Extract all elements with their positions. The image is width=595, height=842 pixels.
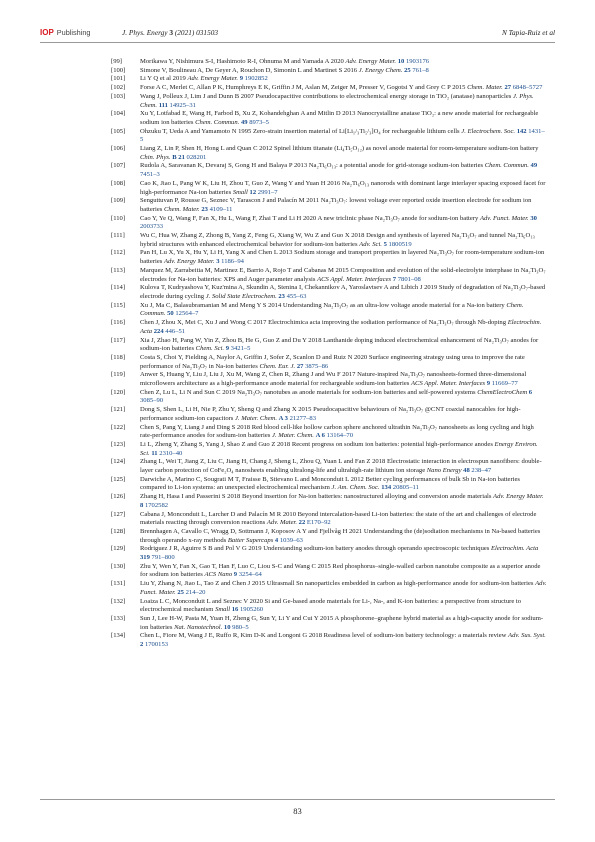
reference-journal: J. Solid State Electrochem. bbox=[205, 292, 277, 300]
reference-volume[interactable]: 224 bbox=[153, 327, 164, 335]
journal-volume: 3 bbox=[169, 28, 174, 37]
reference-text: Kulova T, Kudryashova Y, Kuz'mina A, Skundin A, Stenina I, Chekannikov A, Yaroslavtsev A and Libich J 2019 Study of degradation of Na₂Ti₃O₇-based electrode during cycling bbox=[140, 284, 546, 300]
reference-volume[interactable]: 9 bbox=[486, 380, 491, 388]
reference-volume[interactable]: 9 bbox=[239, 75, 243, 83]
reference-volume[interactable]: B 21 bbox=[172, 153, 185, 161]
reference-journal: Chem. Sci. bbox=[195, 345, 225, 353]
reference-item bbox=[40, 337, 555, 354]
reference-journal: ChemElectroChem bbox=[477, 388, 528, 396]
reference-pages[interactable]: 11669–77 bbox=[491, 380, 518, 388]
reference-pages[interactable]: 2310–40 bbox=[159, 449, 183, 457]
header-rule bbox=[40, 42, 555, 43]
reference-text: Anwer S, Huang Y, Liu J, Liu J, Xu M, Wang Z, Chen R, Zhang J and Wu F 2017 Nature-inspired Na₂Ti₃O₇ nanosheets-formed three-dimensional microflowers architecture as a high-performance anode material for rechargeable sodium-ion batteries bbox=[140, 371, 527, 388]
reference-number: [109] bbox=[111, 197, 126, 205]
reference-number: [126] bbox=[111, 493, 126, 501]
reference-journal: Small bbox=[232, 188, 248, 196]
reference-text: Xia J, Zhao H, Pang W, Yin Z, Zhou B, He G, Guo Z and Du Y 2018 Lanthanide doping induced electrochemical enhancement of Na₂Ti₃O₇ anodes for sodium-ion batteries bbox=[140, 336, 539, 353]
reference-pages[interactable]: 238–47 bbox=[471, 467, 492, 475]
reference-number: [104] bbox=[111, 110, 126, 118]
reference-number: [101] bbox=[111, 75, 126, 83]
reference-item bbox=[40, 93, 555, 110]
reference-pages[interactable]: 1700153 bbox=[144, 641, 169, 649]
reference-text: Zhang H, Hasa I and Passerini S 2018 Beyond insertion for Na-ion batteries: nanostructured alloying and conversion anode materials bbox=[140, 493, 494, 501]
reference-text: Senguttuvan P, Rousse G, Seznec V, Tarascon J and Palacín M 2011 Na₂Ti₃O₇: lowest voltage ever reported oxide insertion electrode for sodium ion batteries bbox=[140, 197, 532, 213]
reference-pages[interactable]: 791–800 bbox=[151, 554, 175, 562]
reference-item bbox=[40, 58, 555, 67]
reference-journal: Adv. Energy Mater. bbox=[345, 58, 397, 65]
reference-journal: J. Am. Chem. Soc. bbox=[331, 484, 380, 492]
footer-rule bbox=[40, 799, 555, 800]
reference-volume[interactable]: 22 bbox=[298, 519, 306, 527]
reference-text: Wu C, Hua W, Zhang Z, Zhong B, Yang Z, Feng G, Xiang W, Wu Z and Guo X 2018 Design and synthesis of layered Na₂Ti₃O₇ and tunnel Na₂Ti₆O₁₃ hybrid structures with enhanced electrochemical behavior for sodium-ion batteries bbox=[140, 232, 535, 248]
reference-item bbox=[40, 598, 555, 615]
reference-journal: Chem. Commun. bbox=[195, 118, 240, 126]
reference-item bbox=[40, 162, 555, 179]
reference-pages[interactable]: E170–92 bbox=[306, 519, 331, 527]
reference-number: [118] bbox=[111, 353, 126, 361]
reference-number: [99] bbox=[111, 58, 122, 65]
reference-journal: Nat. Nanotechnol. bbox=[174, 623, 223, 631]
reference-item bbox=[40, 249, 555, 266]
reference-number: [113] bbox=[111, 266, 126, 274]
reference-item bbox=[40, 215, 555, 232]
reference-text: Xu J, Ma C, Balasubramanian M and Meng Y S 2014 Understanding Na₂Ti₃O₇ as an ultra-low voltage anode material for a Na-ion battery bbox=[140, 301, 507, 309]
reference-text: Darwiche A, Marino C, Sougrati M T, Fraisse B, Stievano L and Monconduit L 2012 Better cycling performances of bulk Sb in Na-ion batteries compared to Li-ion systems: an unexpected electrochemical mechanism bbox=[140, 475, 520, 492]
reference-item bbox=[40, 424, 555, 441]
reference-text: Sun J, Lee H-W, Pasta M, Yuan H, Zheng G, Sun Y, Li Y and Cui Y 2015 A phosphorene–graphene hybrid material as a high-capacity anode for sodium-ion batteries bbox=[140, 615, 544, 631]
reference-text: Cao Y, Ye Q, Wang F, Fan X, Hu L, Wang F, Zhai T and Li H 2020 A new triclinic phase Na₂Ti₃O₇ anode for sodium-ion battery bbox=[140, 214, 480, 222]
reference-journal: Adv. Sci. bbox=[359, 240, 382, 248]
reference-pages[interactable]: 7801–08 bbox=[397, 275, 421, 283]
reference-item bbox=[40, 389, 555, 406]
reference-pages[interactable]: 3085–90 bbox=[140, 397, 164, 405]
journal-year-article: (2021) 031503 bbox=[174, 28, 219, 37]
reference-volume[interactable]: 16 bbox=[231, 606, 239, 614]
reference-text: Ohzuku T, Ueda A and Yamamoto N 1995 Zero-strain insertion material of Li[Li₁/₃Ti₅/₃]O₄ for rechargeable lithium cells bbox=[140, 127, 462, 135]
reference-journal: Adv. Energy Mater. bbox=[187, 75, 239, 83]
reference-number: [130] bbox=[111, 562, 126, 570]
reference-text: Rudola A, Saravanan K, Devaraj S, Gong H and Balaya P 2013 Na₂Ti₆O₁₃: a potential anode for grid-storage sodium-ion batteries bbox=[140, 162, 485, 170]
reference-number: [111] bbox=[111, 232, 125, 240]
reference-volume[interactable]: 11 bbox=[151, 449, 158, 457]
reference-pages[interactable]: 446–51 bbox=[165, 327, 186, 335]
reference-item bbox=[40, 563, 555, 580]
reference-number: [128] bbox=[111, 527, 126, 535]
reference-volume[interactable]: 25 bbox=[177, 588, 184, 596]
publisher-name: Publishing bbox=[56, 28, 91, 37]
reference-journal: Batter Supercaps bbox=[227, 536, 274, 544]
reference-item bbox=[40, 441, 555, 458]
reference-item bbox=[40, 84, 555, 93]
reference-journal: Electrochim. Acta bbox=[140, 319, 542, 335]
reference-number: [125] bbox=[111, 475, 126, 483]
reference-journal: Chem. Eur. J. bbox=[259, 362, 296, 370]
reference-item bbox=[40, 180, 555, 197]
reference-text: Pan H, Lu X, Yu X, Hu Y, Li H, Yang X and Chen L 2013 Sodium storage and transport properties in layered Na₂Ti₃O₇ for room-temperature sodium-ion batteries bbox=[140, 249, 545, 266]
reference-volume[interactable]: 23 bbox=[278, 292, 285, 300]
reference-pages[interactable]: 1905260 bbox=[240, 606, 264, 614]
reference-text: Zhang L, Wei T, Jiang Z, Liu C, Jiang H, Chang J, Sheng L, Zhou Q, Yuan L and Fan Z 2018 Electrostatic interaction in electrospun nanofibers: double-layer carbon protection of CoFe₂O₄ nanosheets enabling ultralong-life and ultrahigh-rate lithium ion storage bbox=[140, 458, 542, 475]
reference-item bbox=[40, 615, 555, 632]
reference-number: [108] bbox=[111, 179, 126, 187]
reference-text: Loaiza L C, Monconduit L and Seznec V 2020 Si and Ge-based anode materials for Li-, Na-, and K-ion batteries: a perspective from structure to electrochemical mechanism bbox=[140, 597, 522, 614]
reference-list bbox=[40, 58, 555, 650]
journal-citation bbox=[122, 26, 218, 40]
reference-item bbox=[40, 284, 555, 301]
reference-number: [129] bbox=[111, 545, 126, 553]
reference-pages[interactable]: 028201 bbox=[186, 153, 207, 161]
reference-number: [114] bbox=[111, 284, 126, 292]
reference-pages[interactable]: 1702582 bbox=[144, 501, 169, 509]
reference-volume[interactable]: 319 bbox=[140, 554, 150, 562]
reference-pages[interactable]: 1431–5 bbox=[140, 127, 545, 144]
reference-pages[interactable]: 21277–83 bbox=[289, 414, 316, 422]
reference-volume[interactable]: 5 bbox=[383, 240, 387, 248]
reference-journal: Adv. Sus. Syst. bbox=[508, 632, 546, 640]
reference-pages[interactable]: 1800519 bbox=[388, 240, 412, 248]
reference-text: Rodriguez J R, Aguirre S B and Pol V G 2019 Understanding sodium-ion battery anodes through operando spectroscopic techniques bbox=[140, 545, 492, 553]
reference-item bbox=[40, 580, 555, 597]
reference-journal: J. Energy Chem. bbox=[358, 66, 403, 74]
reference-pages[interactable]: 3875–86 bbox=[305, 362, 329, 370]
reference-text: Xu Y, Lotfabad E, Wang H, Farbod B, Xu Z, Kohandehghan A and Mitlin D 2013 Nanocrystalline anatase TiO₂: a new anode material for rechargeable sodium ion batteries bbox=[140, 110, 539, 126]
reference-text: Li Y Q et al 2019 bbox=[140, 75, 188, 83]
reference-volume[interactable]: 7 bbox=[392, 275, 397, 283]
reference-volume[interactable]: 142 bbox=[516, 127, 527, 135]
reference-volume[interactable]: 4 bbox=[274, 536, 279, 544]
reference-pages[interactable]: 1903176 bbox=[405, 58, 430, 65]
reference-volume[interactable]: 30 bbox=[530, 214, 537, 222]
reference-pages[interactable]: 1186–94 bbox=[221, 258, 244, 266]
reference-item bbox=[40, 458, 555, 475]
journal-name: J. Phys. Energy bbox=[122, 28, 168, 37]
reference-journal: Chem. Commun. bbox=[484, 162, 529, 170]
reference-item bbox=[40, 511, 555, 528]
reference-number: [110] bbox=[111, 214, 126, 222]
reference-pages[interactable]: 980–5 bbox=[232, 623, 249, 631]
reference-item bbox=[40, 110, 555, 127]
reference-number: [105] bbox=[111, 127, 126, 135]
reference-item bbox=[40, 528, 555, 545]
reference-journal: J. Phys. Chem. bbox=[140, 92, 534, 109]
reference-pages[interactable]: 455–63 bbox=[286, 292, 307, 300]
reference-number: [134] bbox=[111, 632, 126, 640]
reference-item bbox=[40, 67, 555, 76]
reference-pages[interactable]: 2991–7 bbox=[257, 188, 278, 196]
reference-number: [116] bbox=[111, 319, 126, 327]
reference-volume[interactable]: 23 bbox=[201, 205, 208, 213]
reference-text: Cao K, Jiao L, Pang W K, Liu H, Zhou T, Guo Z, Wang Y and Yuan H 2016 Na₂Ti₆O₁₃ nanorods with dominant large interlayer spacing exposed facet for high-performance Na-ion batteries bbox=[140, 179, 546, 196]
reference-volume[interactable]: 49 bbox=[240, 118, 248, 126]
reference-number: [131] bbox=[111, 580, 126, 588]
reference-number: [100] bbox=[111, 66, 126, 74]
reference-number: [106] bbox=[111, 145, 126, 153]
reference-number: [132] bbox=[111, 597, 126, 605]
reference-volume[interactable]: A 6 bbox=[315, 432, 325, 440]
reference-item bbox=[40, 545, 555, 562]
reference-pages[interactable]: 13164–70 bbox=[326, 432, 353, 440]
publisher-logo bbox=[40, 26, 90, 40]
reference-text: Chen Z, Lu L, Li N and Sun C 2019 Na₂Ti₃O₇ nanotubes as anode materials for sodium-ion batteries and self-powered systems bbox=[140, 388, 478, 396]
reference-number: [121] bbox=[111, 406, 126, 414]
reference-text: Marquez M, Zarrabeitia M, Martinez E, Barrio A, Rojo T and Cabanas M 2015 Composition and evolution of the solid-electrolyte interphase in Na₂Ti₃O₇ electrodes for Na-ion batteries: XPS and Auger parameter analysis bbox=[140, 266, 546, 283]
reference-text: Liu Y, Zhang N, Jiao L, Tao Z and Chen J 2015 Ultrasmall Sn nanoparticles embedded in carbon as high-performance anode for sodium-ion batteries bbox=[140, 580, 536, 588]
reference-item bbox=[40, 354, 555, 371]
reference-number: [115] bbox=[111, 301, 126, 309]
reference-volume[interactable]: 27 bbox=[504, 84, 512, 92]
reference-text: Zhu Y, Wen Y, Fan X, Gao T, Han F, Luo C, Liou S-C and Wang C 2015 Red phosphorus–single-walled carbon nanotube composite as a superior anode for sodium ion batteries bbox=[140, 562, 541, 579]
reference-journal: Adv. Mater. bbox=[266, 519, 297, 527]
reference-item bbox=[40, 145, 555, 162]
reference-journal: ACS Appl. Mater. Interfaces bbox=[411, 380, 486, 388]
reference-volume[interactable]: 10 bbox=[223, 623, 231, 631]
reference-item bbox=[40, 406, 555, 423]
reference-journal: Electrochim. Acta bbox=[491, 545, 539, 553]
reference-volume[interactable]: 49 bbox=[530, 162, 538, 170]
reference-item bbox=[40, 197, 555, 214]
reference-number: [117] bbox=[111, 336, 126, 344]
reference-volume[interactable]: 8 bbox=[140, 501, 144, 509]
reference-item bbox=[40, 493, 555, 510]
reference-item bbox=[40, 632, 555, 649]
reference-pages[interactable]: 4109–11 bbox=[209, 205, 233, 213]
reference-volume[interactable]: 25 bbox=[404, 66, 411, 74]
reference-text: Dong S, Shen L, Li H, Nie P, Zhu Y, Sheng Q and Zhang X 2015 Pseudocapacitive behaviours of Na₂Ti₃O₇ @CNT coaxial nanocables for high-performance sodium-ion capacitors bbox=[140, 406, 521, 422]
reference-volume[interactable]: 134 bbox=[381, 484, 392, 492]
reference-journal: Adv. Energy Mater. bbox=[493, 493, 544, 501]
reference-journal: ACS Nano bbox=[204, 571, 233, 579]
reference-volume[interactable]: 3 bbox=[216, 258, 220, 266]
reference-volume[interactable]: 9 bbox=[233, 571, 238, 579]
reference-journal: J. Electrochem. Soc. bbox=[461, 127, 516, 135]
reference-item bbox=[40, 267, 555, 284]
reference-number: [107] bbox=[111, 162, 126, 170]
reference-text: Simone V, Boulineau A, De Geyer A, Rouchon D, Simonin L and Martinet S 2016 bbox=[140, 66, 359, 74]
reference-pages[interactable]: 14925–31 bbox=[169, 101, 196, 109]
reference-volume[interactable]: 6 bbox=[528, 388, 533, 396]
reference-pages[interactable]: 12564–7 bbox=[175, 310, 199, 318]
reference-journal: Chin. Phys. bbox=[140, 153, 171, 161]
reference-text: Chen S, Pang Y, Liang J and Ding S 2018 Red blood cell-like hollow carbon sphere anchored ultrathin Na₂Ti₃O₇ nanosheets as long cycling and high rate-performance anodes for sodium-ion batteries bbox=[140, 423, 534, 440]
reference-pages[interactable]: 214–20 bbox=[185, 588, 206, 596]
reference-number: [102] bbox=[111, 84, 126, 92]
reference-number: [120] bbox=[111, 388, 126, 396]
reference-journal: Nano Energy bbox=[426, 467, 462, 475]
reference-pages[interactable]: 3421–5 bbox=[230, 345, 251, 353]
reference-item bbox=[40, 232, 555, 249]
reference-volume[interactable]: 2 bbox=[140, 641, 144, 649]
reference-item bbox=[40, 302, 555, 319]
reference-pages[interactable]: 1902852 bbox=[244, 75, 268, 83]
reference-journal: Adv. Funct. Mater. bbox=[479, 214, 529, 222]
iop-logo-mark: IOP bbox=[40, 28, 54, 37]
reference-pages[interactable]: 3254–64 bbox=[238, 571, 262, 579]
reference-journal: Chem. Mater. bbox=[467, 84, 503, 92]
reference-number: [112] bbox=[111, 249, 126, 257]
reference-journal: J. Mater. Chem. bbox=[235, 414, 277, 422]
reference-item bbox=[40, 371, 555, 388]
reference-number: [103] bbox=[111, 92, 126, 100]
reference-number: [127] bbox=[111, 510, 126, 518]
reference-text: Brennhagen A, Cavallo C, Wragg D, Sottmann J, Koposov A Y and Fjellvåg H 2021 Understanding the (de)sodiation mechanisms in Na-based batteries through operando x-ray methods bbox=[140, 527, 541, 544]
reference-pages[interactable]: 2003733 bbox=[140, 223, 164, 231]
reference-journal: Adv. Funct. Mater. bbox=[140, 580, 547, 596]
reference-text: Costa S, Choi Y, Fielding A, Naylor A, Griffin J, Sofer Z, Scanlon D and Ruiz N 2020 Surface engineering strategy using urea to improve the rate performance of Na₂Ti₃O₇ in Na-ion batteries bbox=[140, 353, 525, 370]
reference-number: [123] bbox=[111, 440, 126, 448]
reference-volume[interactable]: 12 bbox=[249, 188, 257, 196]
reference-text: Chen J, Zhou X, Mei C, Xu J and Wong C 2017 Electrochimica acta improving the sodiation performance of Na₂Ti₃O₇ through Nb-doping bbox=[140, 319, 508, 327]
reference-volume[interactable]: 9 bbox=[225, 345, 230, 353]
reference-text: Cabana J, Monconduit L, Larcher D and Palacín M R 2010 Beyond intercalation-based Li-ion batteries: the state of the art and challenges of electrode materials reacting through conversion reactions bbox=[140, 510, 537, 527]
reference-volume[interactable]: 111 bbox=[158, 101, 168, 109]
reference-volume[interactable]: 50 bbox=[167, 310, 174, 318]
reference-text: Liang Z, Lin P, Shen H, Hong L and Quan C 2012 Spinel lithium titanate (Li₄Ti₅O₁₂) as novel anode material for room-temperature sodium-ion battery bbox=[140, 145, 539, 153]
reference-journal: Chem. Mater. bbox=[163, 205, 200, 213]
reference-text: Morikawa Y, Nishimura S-I, Hashimoto R-I, Ohnuma M and Yamada A 2020 bbox=[140, 58, 346, 65]
reference-number: [124] bbox=[111, 458, 126, 466]
page-number: 83 bbox=[293, 806, 302, 816]
reference-pages[interactable]: 1039–63 bbox=[279, 536, 303, 544]
reference-number: [122] bbox=[111, 423, 126, 431]
reference-journal: ACS Appl. Mater. Interfaces bbox=[317, 275, 392, 283]
reference-journal: Chem. Commun. bbox=[140, 301, 524, 318]
reference-item bbox=[40, 476, 555, 493]
reference-pages[interactable]: 8973–5 bbox=[249, 118, 269, 126]
reference-text: Chen L, Fiore M, Wang J E, Ruffo R, Kim D-K and Longoni G 2018 Readiness level of sodium-ion battery technology: a materials review bbox=[140, 632, 509, 640]
reference-number: [133] bbox=[111, 615, 126, 622]
reference-text: Li L, Zheng Y, Zhang S, Yang J, Shao Z and Guo Z 2018 Recent progress on sodium ion batteries: potential high-performance anodes bbox=[140, 440, 495, 448]
reference-pages[interactable]: 6848–5727 bbox=[512, 84, 543, 92]
reference-journal: Energy Environ. Sci. bbox=[140, 440, 538, 457]
reference-pages[interactable]: 20805–11 bbox=[392, 484, 419, 492]
reference-journal: J. Mater. Chem. bbox=[272, 432, 314, 440]
reference-volume[interactable]: 10 bbox=[397, 58, 405, 65]
reference-text: Wang J, Polleux J, Lim J and Dunn B 2007 Pseudocapacitive contributions to electrochemical energy storage in TiO₂ (anatase) nanoparticles bbox=[140, 92, 514, 100]
reference-pages[interactable]: 7451–3 bbox=[140, 171, 160, 179]
running-authors: N Tapia-Ruiz et al bbox=[501, 28, 555, 37]
reference-volume[interactable]: 27 bbox=[296, 362, 304, 370]
reference-text: Forse A C, Merlet C, Allan P K, Humphreys E K, Griffin J M, Aslan M, Zeiger M, Presser V, Gogotsi Y and Grey C P 2015 bbox=[140, 84, 468, 92]
reference-item bbox=[40, 128, 555, 145]
reference-pages[interactable]: 761–8 bbox=[412, 66, 429, 74]
reference-volume[interactable]: 48 bbox=[463, 467, 470, 475]
reference-journal: Small bbox=[215, 606, 231, 614]
reference-item bbox=[40, 75, 555, 84]
reference-journal: Adv. Energy Mater. bbox=[163, 258, 215, 266]
reference-number: [119] bbox=[111, 371, 126, 379]
reference-volume[interactable]: A 3 bbox=[278, 414, 288, 422]
reference-item bbox=[40, 319, 555, 336]
running-header bbox=[40, 26, 555, 40]
